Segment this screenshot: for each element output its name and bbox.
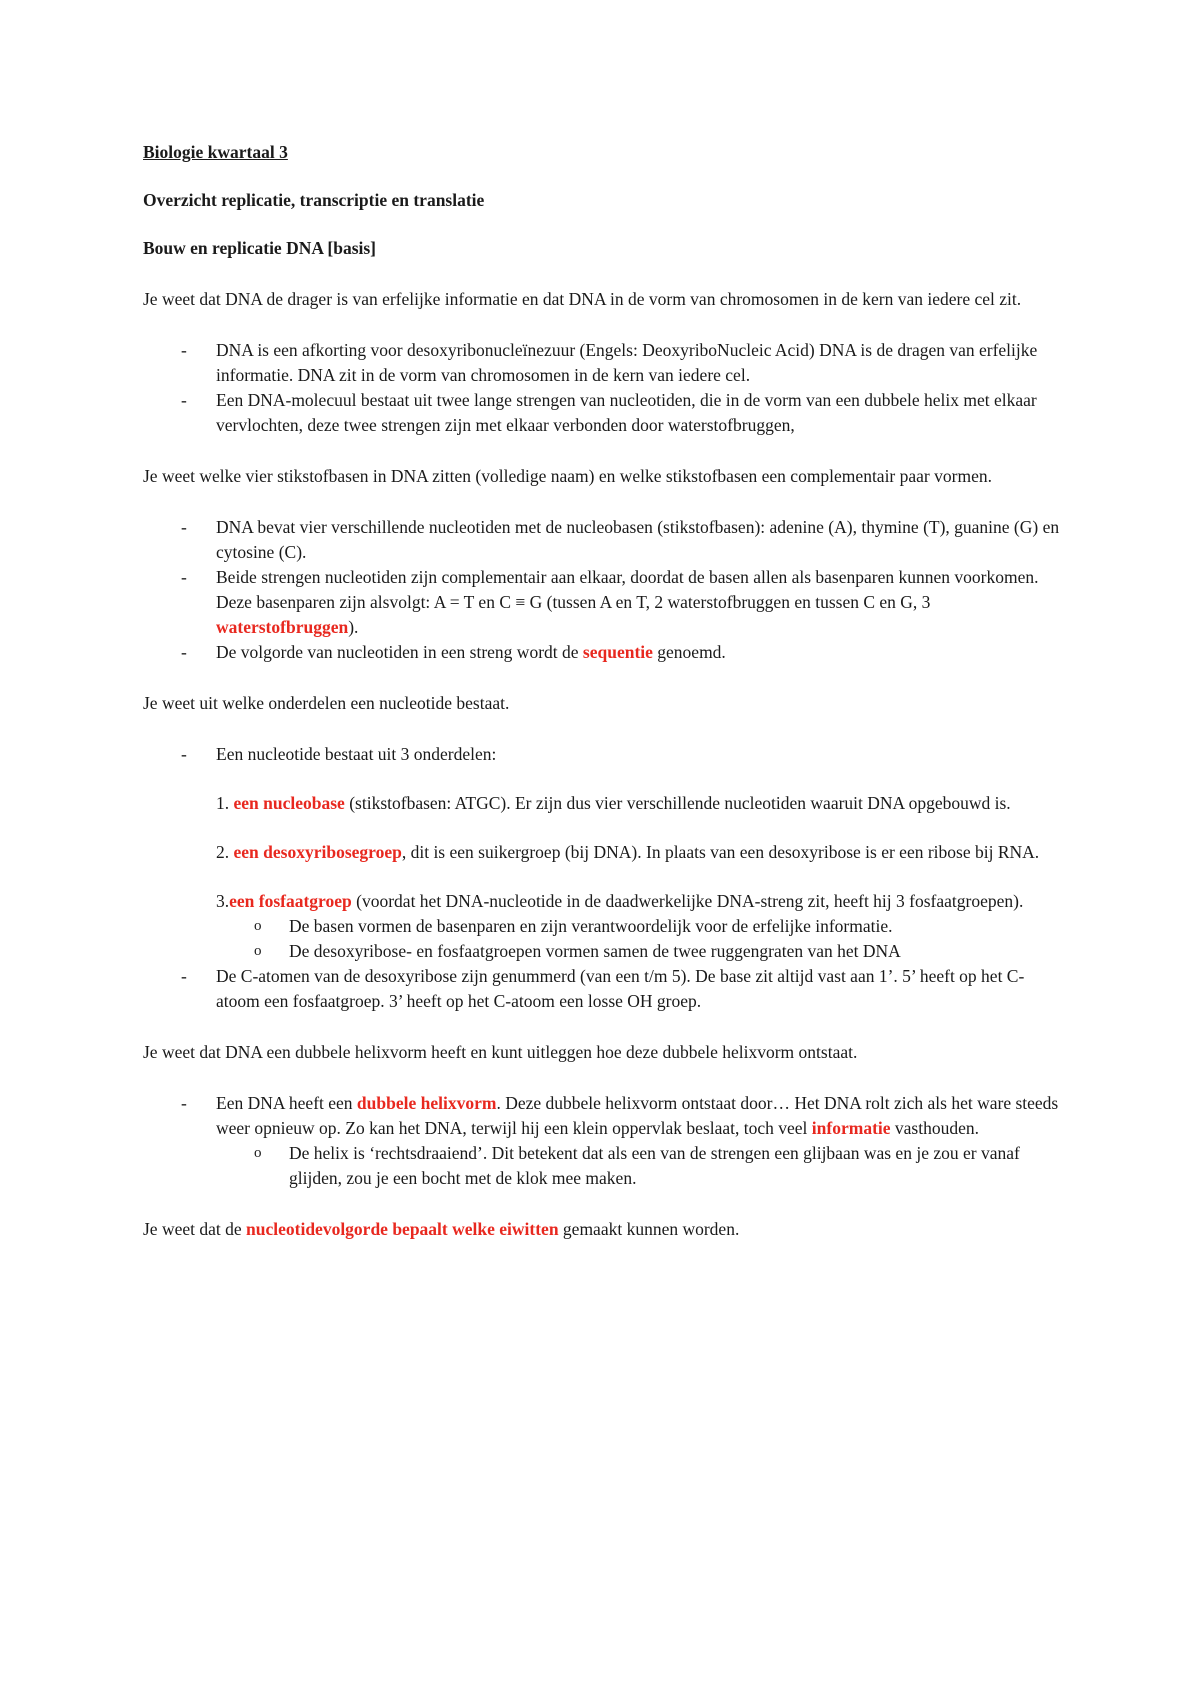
sub-list-item [143,914,1063,939]
list-item [143,388,1063,438]
circle-bullet: o [254,918,262,934]
nucleotide-part-2 [216,840,1063,865]
sub-list-item [143,1141,1063,1191]
sub-list-text: De desoxyribose- en fosfaatgroepen vormen samen de twee ruggengraten van het DNA [289,941,901,961]
part-text: , dit is een suikergroep (bij DNA). In plaats van een desoxyribose is er een ribose bij RNA. [401,842,1040,862]
goal-4-list [143,1091,1063,1191]
list-item-text: De volgorde van nucleotiden in een streng wordt de [216,642,583,662]
list-item [143,964,1063,1014]
sub-list-text: De helix is ‘rechtsdraaiend’. Dit betekent dat als een van de strengen een glijbaan was en je zou er vanaf glijden, zou je een bocht met de klok mee maken. [289,1143,1020,1188]
learning-goal-5 [143,1217,1063,1242]
dash-bullet: - [181,642,187,662]
dash-bullet: - [181,517,187,537]
dash-bullet: - [181,567,187,587]
dash-bullet: - [181,390,187,410]
list-item [143,640,1063,665]
section-heading: Bouw en replicatie DNA [basis] [143,238,377,258]
list-item-text: DNA bevat vier verschillende nucleotiden met de nucleobasen (stikstofbasen): adenine (A), thymine (T), guanine (G) en cytosine (C). [216,517,1060,562]
document-subtitle: Overzicht replicatie, transcriptie en translatie [143,190,485,210]
list-item-text: Een DNA heeft een [216,1093,357,1113]
goal-2-list [143,515,1063,665]
part-text: (stikstofbasen: ATGC). Er zijn dus vier verschillende nucleotiden waaruit DNA opgebouwd is. [344,793,1011,813]
list-item [143,565,1063,640]
list-item [143,742,1063,964]
circle-bullet: o [254,1145,262,1161]
highlight-term: sequentie [582,642,653,662]
list-item-text: . Deze dubbele helixvorm ontstaat door… Het DNA rolt zich als het ware steeds weer opnieuw op. Zo kan het DNA, terwijl hij een klein oppervlak beslaat, toch veel [216,1093,1059,1138]
document-page [143,140,1063,1268]
part-number: 3. [216,891,230,911]
dash-bullet: - [181,340,187,360]
part-number: 1. [216,793,234,813]
helix-sub-list [143,1141,1063,1191]
highlight-term: waterstofbruggen [216,617,349,637]
nucleotide-part-3 [216,889,1063,914]
highlight-term: een fosfaatgroep [229,891,352,911]
list-item [143,515,1063,565]
learning-goal-3: Je weet uit welke onderdelen een nucleotide bestaat. [143,693,510,713]
highlight-term: dubbele helixvorm [356,1093,497,1113]
circle-bullet: o [254,943,262,959]
learning-goal-4: Je weet dat DNA een dubbele helixvorm heeft en kunt uitleggen hoe deze dubbele helixvorm ontstaat. [143,1042,858,1062]
learning-goal-2: Je weet welke vier stikstofbasen in DNA zitten (volledige naam) en welke stikstofbasen een complementair paar vormen. [143,466,992,486]
list-item [143,338,1063,388]
learning-goal-1: Je weet dat DNA de drager is van erfelijke informatie en dat DNA in de vorm van chromosomen in de kern van iedere cel zit. [143,289,1022,309]
dash-bullet: - [181,744,187,764]
highlight-term: een desoxyribosegroep [233,842,402,862]
list-item-text: DNA is een afkorting voor desoxyribonucleïnezuur (Engels: DeoxyriboNucleic Acid) DNA is de dragen van erfelijke informatie. DNA zit in de vorm van chromosomen in de kern van iedere cel. [216,340,1038,385]
goal-1-list [143,338,1063,438]
highlight-term: nucleotidevolgorde bepaalt welke eiwitten [246,1219,559,1239]
part-text: (voordat het DNA-nucleotide in de daadwerkelijke DNA-streng zit, heeft hij 3 fosfaatgroepen). [351,891,1024,911]
document-title: Biologie kwartaal 3 [143,142,288,162]
list-item [143,1091,1063,1191]
dash-bullet: - [181,1093,187,1113]
list-item-text: Een DNA-molecuul bestaat uit twee lange strengen van nucleotiden, die in de vorm van een dubbele helix met elkaar vervlochten, deze twee strengen zijn met elkaar verbonden door waterstofbruggen, [216,390,1037,435]
nucleotide-part-1 [216,791,1063,816]
list-item-text: Beide strengen nucleotiden zijn complementair aan elkaar, doordat de basen allen als basenparen kunnen voorkomen. Deze basenparen zijn alsvolgt: A = T en C ≡ G (tussen A en T, 2 waterstofbruggen en tussen C en G, 3 [216,567,1039,612]
list-item-text: vasthouden. [890,1118,979,1138]
list-item-text: Een nucleotide bestaat uit 3 onderdelen: [216,744,497,764]
goal-5-text: gemaakt kunnen worden. [558,1219,740,1239]
sub-list-item [143,939,1063,964]
goal-3-list [143,742,1063,1014]
list-item-text: genoemd. [652,642,726,662]
dash-bullet: - [181,966,187,986]
highlight-term: informatie [811,1118,891,1138]
nucleotide-sub-list [143,914,1063,964]
highlight-term: een nucleobase [233,793,345,813]
list-item-text: De C-atomen van de desoxyribose zijn genummerd (van een t/m 5). De base zit altijd vast aan 1’. 5’ heeft op het C-atoom een fosfaatgroep. 3’ heeft op het C-atoom een losse OH groep. [216,966,1025,1011]
goal-5-text: Je weet dat de [143,1219,247,1239]
list-item-text: ). [348,617,359,637]
sub-list-text: De basen vormen de basenparen en zijn verantwoordelijk voor de erfelijke informatie. [289,916,893,936]
part-number: 2. [216,842,234,862]
